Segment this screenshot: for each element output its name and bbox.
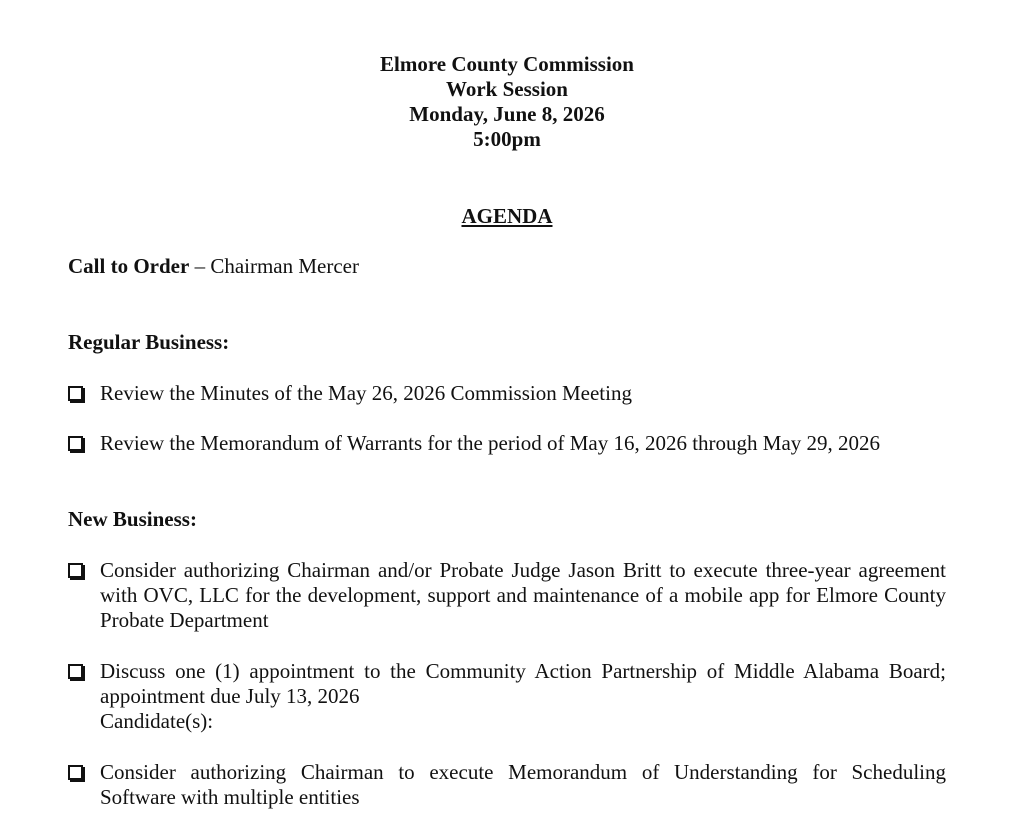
- header-organization: Elmore County Commission: [380, 52, 634, 76]
- call-to-order-label: Call to Order: [68, 254, 190, 278]
- checkbox-icon: [68, 664, 83, 679]
- item-line: Consider authorizing Chairman and/or Probate Judge Jason Britt to execute three-year agreement: [100, 558, 946, 582]
- item-line: Review the Minutes of the May 26, 2026 Commission Meeting: [100, 381, 632, 405]
- item-line: Probate Department: [100, 608, 269, 632]
- header-session-type: Work Session: [446, 77, 568, 101]
- new-business-heading: New Business:: [68, 507, 197, 531]
- new-business-item-2: [68, 659, 946, 734]
- regular-business-item-2: [68, 431, 946, 456]
- checkbox-icon: [68, 436, 83, 451]
- item-line: with OVC, LLC for the development, support and maintenance of a mobile app for Elmore County: [100, 583, 946, 607]
- item-line: Review the Memorandum of Warrants for the period of May 16, 2026 through May 29, 2026: [100, 431, 881, 455]
- regular-business-heading: Regular Business:: [68, 330, 230, 354]
- call-to-order-presider: – Chairman Mercer: [189, 254, 359, 278]
- item-line: Software with multiple entities: [100, 785, 360, 809]
- header-time: 5:00pm: [473, 127, 541, 151]
- item-line: Candidate(s):: [100, 709, 214, 733]
- item-line: Discuss one (1) appointment to the Community Action Partnership of Middle Alabama Board;: [100, 659, 946, 683]
- checkbox-icon: [68, 765, 83, 780]
- regular-business-item-1: [68, 381, 946, 406]
- document-header: [0, 52, 1014, 152]
- item-line: appointment due July 13, 2026: [100, 684, 360, 708]
- agenda-title: AGENDA: [461, 204, 553, 228]
- item-line: Consider authorizing Chairman to execute Memorandum of Understanding for Scheduling: [100, 760, 946, 784]
- checkbox-icon: [68, 386, 83, 401]
- checkbox-icon: [68, 563, 83, 578]
- new-business-item-1: [68, 558, 946, 633]
- call-to-order: [68, 254, 359, 279]
- new-business-item-3: [68, 760, 946, 810]
- header-date: Monday, June 8, 2026: [409, 102, 605, 126]
